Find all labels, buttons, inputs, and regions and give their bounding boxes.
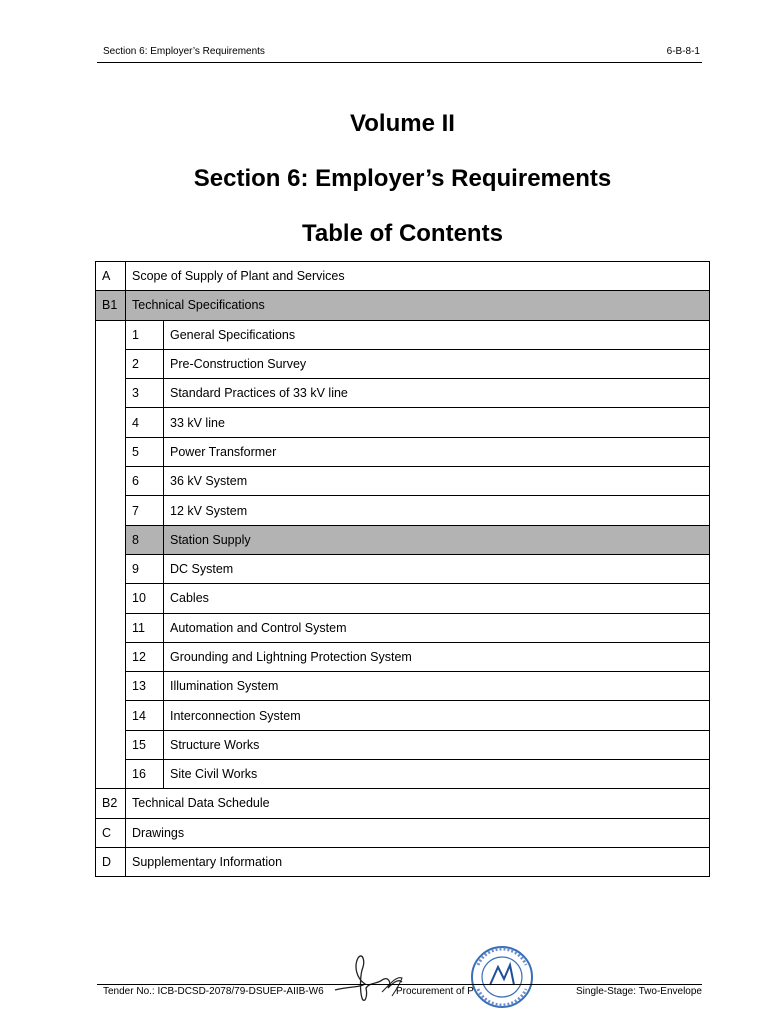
toc-number: 1: [126, 320, 164, 349]
toc-row-15: [96, 730, 710, 759]
header-rule: [97, 62, 702, 63]
toc-label: Structure Works: [164, 730, 710, 759]
toc-number: 3: [126, 379, 164, 408]
toc-row-A: [96, 262, 710, 291]
volume-title: Volume II: [350, 110, 455, 137]
toc-label: Illumination System: [164, 672, 710, 701]
toc-label: Drawings: [126, 818, 710, 847]
header-page-number: 6-B-8-1: [666, 46, 700, 57]
toc-row-5: [96, 437, 710, 466]
signature-image: [330, 948, 440, 1008]
toc-number: 6: [126, 467, 164, 496]
toc-row-14: [96, 701, 710, 730]
toc-row-16: [96, 760, 710, 789]
section-title: Section 6: Employer’s Requirements: [193, 165, 612, 192]
toc-code: B1: [96, 291, 126, 320]
toc-label: Power Transformer: [164, 437, 710, 466]
toc-label: Standard Practices of 33 kV line: [164, 379, 710, 408]
toc-table: [95, 261, 710, 877]
toc-label: Grounding and Lightning Protection System: [164, 642, 710, 671]
header-section-label: Section 6: Employer’s Requirements: [103, 46, 265, 57]
toc-number: 8: [126, 525, 164, 554]
toc-label: 36 kV System: [164, 467, 710, 496]
toc-indent-cell: [96, 320, 126, 789]
toc-row-10: [96, 584, 710, 613]
toc-title: Table of Contents: [302, 220, 503, 247]
toc-label: Pre-Construction Survey: [164, 349, 710, 378]
toc-row-6: [96, 467, 710, 496]
toc-row-B2: [96, 789, 710, 818]
toc-number: 9: [126, 554, 164, 583]
toc-label: Technical Data Schedule: [126, 789, 710, 818]
toc-number: 11: [126, 613, 164, 642]
footer-stage: Single-Stage: Two-Envelope: [575, 986, 702, 997]
toc-label: 12 kV System: [164, 496, 710, 525]
toc-row-9: [96, 554, 710, 583]
footer-rule: [97, 984, 702, 985]
toc-number: 13: [126, 672, 164, 701]
toc-number: 12: [126, 642, 164, 671]
toc-label: DC System: [164, 554, 710, 583]
authority-seal-image: [470, 945, 534, 1009]
toc-number: 16: [126, 760, 164, 789]
toc-number: 4: [126, 408, 164, 437]
toc-number: 14: [126, 701, 164, 730]
toc-code: A: [96, 262, 126, 291]
toc-label: Automation and Control System: [164, 613, 710, 642]
toc-number: 5: [126, 437, 164, 466]
toc-label: Technical Specifications: [126, 291, 710, 320]
footer-procurement-text: Procurement of P: [396, 986, 474, 997]
toc-number: 2: [126, 349, 164, 378]
toc-code: C: [96, 818, 126, 847]
toc-row-7: [96, 496, 710, 525]
toc-label: 33 kV line: [164, 408, 710, 437]
toc-row-4: [96, 408, 710, 437]
toc-row-1: [96, 320, 710, 349]
footer-tender-number: Tender No.: ICB-DCSD-2078/79-DSUEP-AIIB-W6: [103, 986, 324, 997]
toc-row-3: [96, 379, 710, 408]
toc-row-11: [96, 613, 710, 642]
toc-row-B1: [96, 291, 710, 320]
toc-row-8: [96, 525, 710, 554]
toc-code: B2: [96, 789, 126, 818]
toc-number: 7: [126, 496, 164, 525]
toc-row-C: [96, 818, 710, 847]
toc-number: 15: [126, 730, 164, 759]
toc-number: 10: [126, 584, 164, 613]
toc-label: Supplementary Information: [126, 847, 710, 876]
toc-row-D: [96, 847, 710, 876]
toc-label: General Specifications: [164, 320, 710, 349]
toc-label: Scope of Supply of Plant and Services: [126, 262, 710, 291]
toc-row-12: [96, 642, 710, 671]
toc-label: Cables: [164, 584, 710, 613]
toc-label: Station Supply: [164, 525, 710, 554]
toc-label: Site Civil Works: [164, 760, 710, 789]
toc-row-2: [96, 349, 710, 378]
toc-label: Interconnection System: [164, 701, 710, 730]
toc-row-13: [96, 672, 710, 701]
toc-code: D: [96, 847, 126, 876]
